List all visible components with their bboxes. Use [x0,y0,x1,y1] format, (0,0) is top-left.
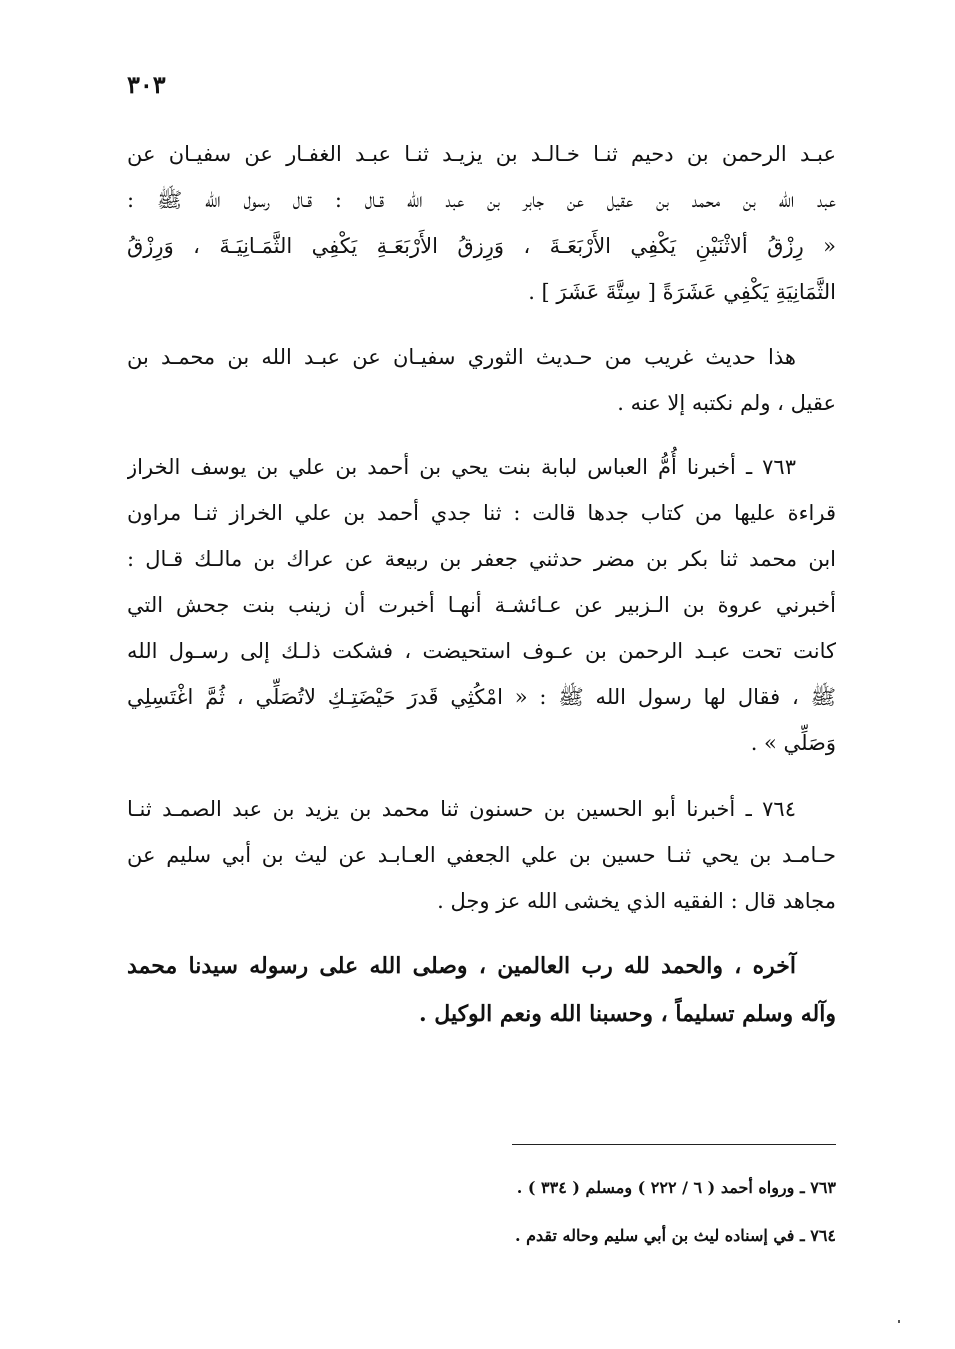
paragraph-hadith-763 [127,444,836,766]
footnote-764: ٧٦٤ ـ في إسناده ليث بن أبي سليم وحاله تقدم . [514,1226,836,1245]
text-line: ٧٦٤ ـ أخبرنا أبو الحسين بن حسنون ثنا محمد بن يزيد بن عبد الصمـد ثنـا [127,797,796,821]
text-line: حـامـد بن يحي ثنـا حسين بن علي الجعفي العـابـد عن ليث بن أبي سليم عن [127,843,836,867]
footnote-763: ٧٦٣ ـ ورواه أحمد ( ٦ / ٢٢٢ ) ومسلم ( ٣٣٤ ) . [516,1178,836,1197]
paragraph-hadith-continuation [127,131,836,315]
text-line: وآله وسلم تسليماً ، وحسبنا الله ونعم الوكيل . [418,1001,836,1027]
text-line: « رِزْقُ ألاثْنَيْنِ يَكْفِي الأَرْبَعَـةَ ، وَرِزقُ الأَرْبَعَـةِ يَكْفِي الثَّمَـانِيَـةَ ، وَرِزْقُ [127,234,836,258]
text-line: ٧٦٣ ـ أخبرنا أُمُّ العباس لبابة بنت يحي بن أحمد بن علي بن يوسف الخراز [127,455,796,479]
text-line: ابن محمد ثنا بكر بن مضر حدثني جعفر بن ربيعة عن عراك بن مالـك قـال : [127,547,836,571]
text-line: الثَّمَانِيَةِ يَكْفِي عَشَرَةً [ سِتَّةَ عَشَرَ ] . [528,280,836,304]
text-line: أخبرني عروة بن الـزبير عن عـائشـة أنهـا أخبرت أن زينب بنت جحش التي [127,593,836,617]
text-line: عقيل ، ولم نكتبه إلا عنه . [617,391,836,415]
footnote-divider [512,1144,836,1145]
text-line: مجاهد قال : الفقيه الذي يخشى الله عز وجل . [437,889,836,913]
text-line: كانت تحت عبـد الرحمن بن عـوف استحيضت ، فشكت ذلـك إلى رسـول الله [127,639,836,663]
text-line: آخره ، والحمد لله رب العالمين ، وصلى الله على رسوله سيدنا محمد [127,953,796,979]
text-line: قراءة عليها من كتاب جدها قالت : ثنا جدي أحمد بن علي الخراز ثنـا مراون [127,501,836,525]
closing-colophon [127,942,836,1038]
text-line: هذا حديث غريب من حـديث الثوري سفيـان عن عبـد الله بن محمـد بن [127,345,796,369]
footnotes [400,1164,836,1260]
text-line: عبد الله بن محمد بن عقيل عن جابر بن عبد الله قـال : قـال رسول الله ﷺ : [127,188,836,212]
text-line: عبـد الرحمن بن دحيم ثنـا خـالـد بن يزيـد ثنـا عبـد الغفـار عن سفيـان عن [127,142,836,166]
scan-speck [898,1320,900,1323]
text-line: ﷺ ، فقال لها رسول الله ﷺ : « امْكُثِي قَدرَ حَيْضَتِـكِ لاتُصَلِّي ، ثُمَّ اغْتَسِلِي [127,685,836,709]
page-number: ٣٠٣ [127,70,166,99]
paragraph-hadith-764 [127,786,836,924]
text-line: وَصَلِّي » . [750,731,836,755]
paragraph-commentary [127,334,836,426]
